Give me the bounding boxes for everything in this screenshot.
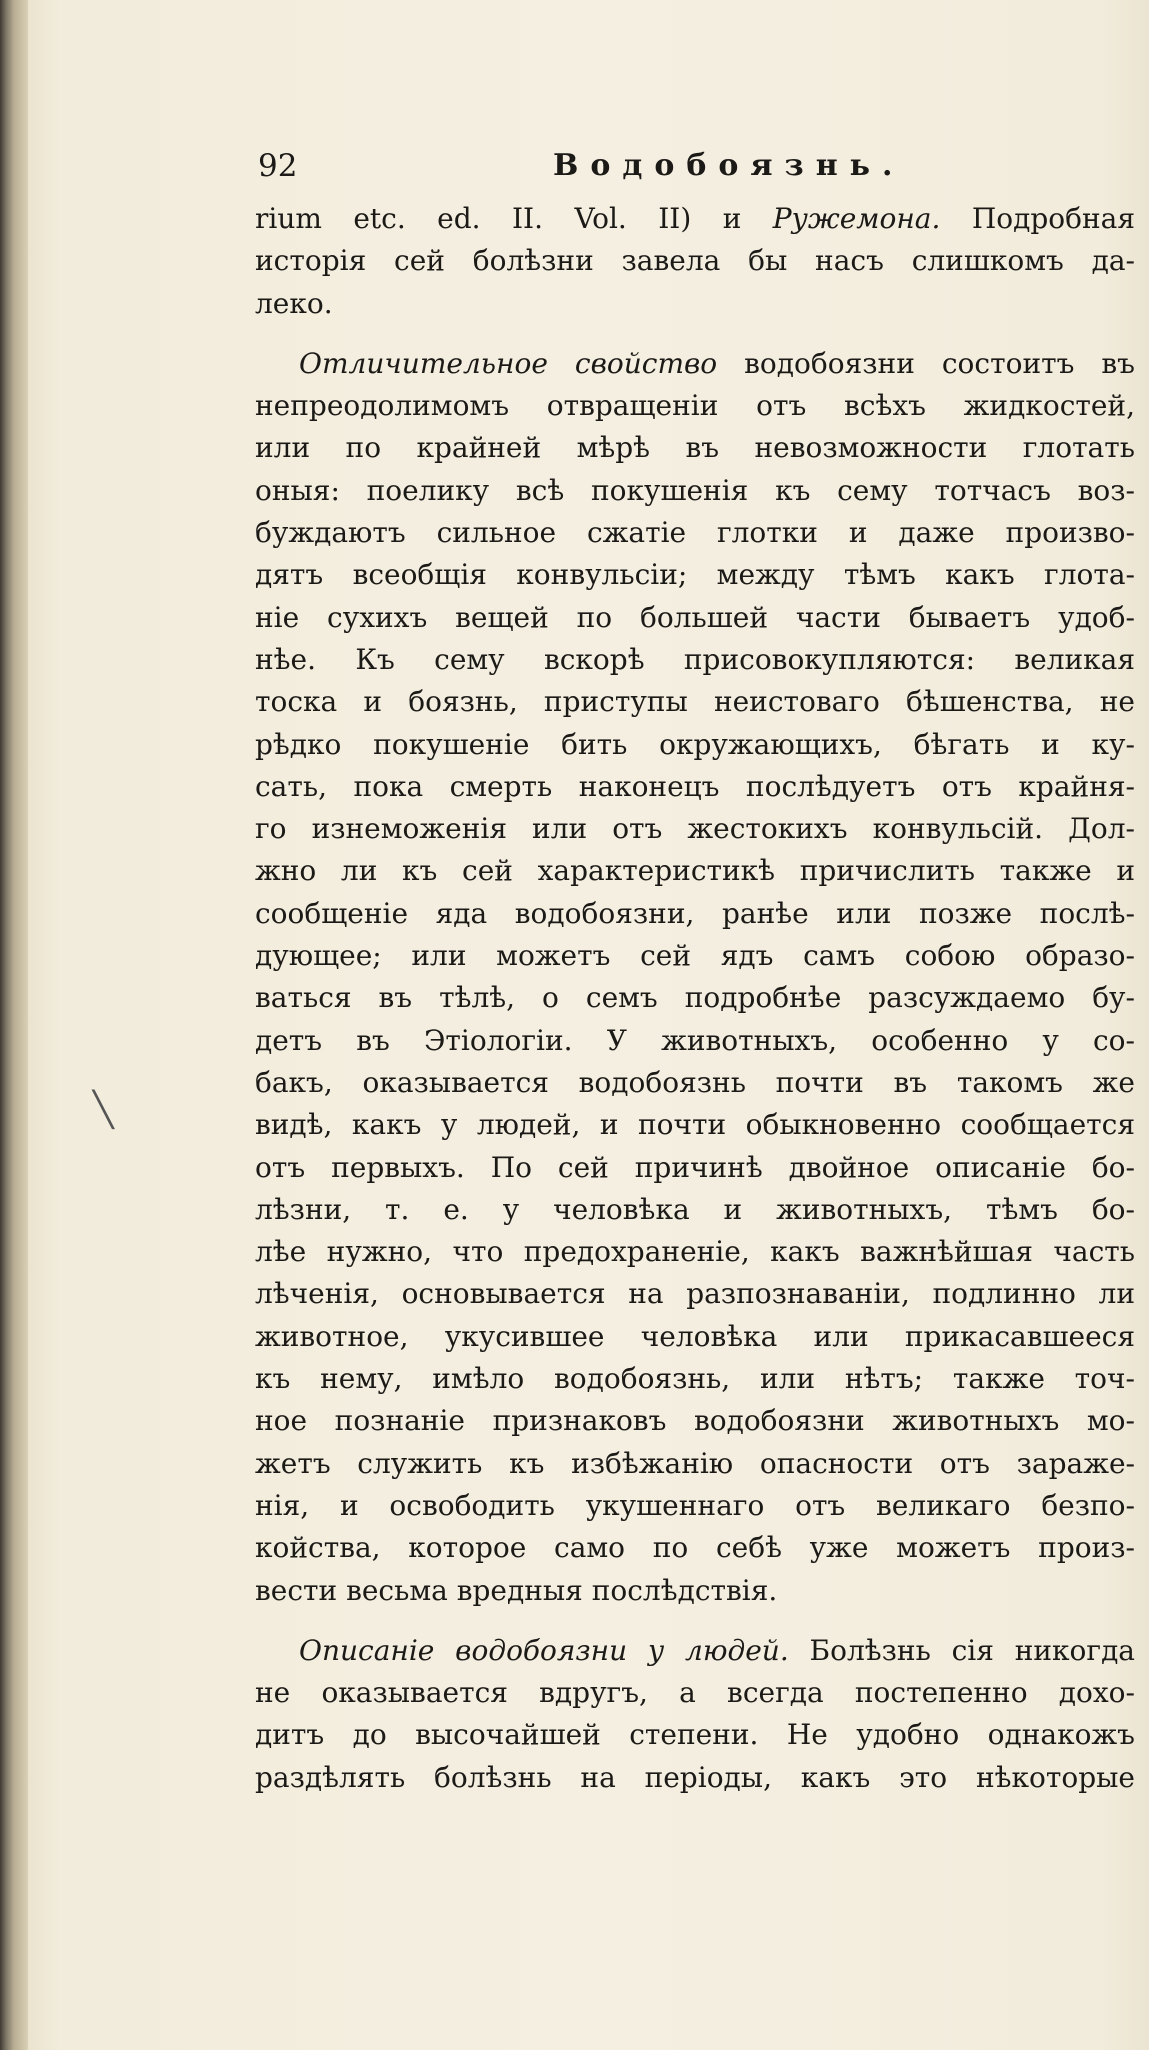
- text-segment: непреодолимомъ отвращеніи отъ всѣхъ жидкостей,: [255, 389, 1135, 423]
- text-segment: дующее; или можетъ сей ядъ самъ собою образо-: [255, 939, 1135, 973]
- text-segment: лѣе нужно, что предохраненіе, какъ важнѣйшая часть: [255, 1235, 1135, 1269]
- text-segment: животное, укусившее человѣка или прикасавшееся: [255, 1319, 1135, 1353]
- text-line: [255, 283, 1135, 325]
- text-line: [255, 1189, 1135, 1231]
- text-segment: ное познаніе признаковъ водобоязни животныхъ мо-: [255, 1404, 1135, 1438]
- body-text: [255, 198, 1135, 1799]
- text-line: [255, 1672, 1135, 1714]
- italic-phrase: Ружемона.: [772, 202, 941, 235]
- text-segment: водобоязни состоитъ въ: [717, 346, 1135, 380]
- page-number: 92: [258, 148, 298, 184]
- text-line: [255, 893, 1135, 935]
- text-line: [255, 1147, 1135, 1189]
- text-segment: лѣченія, основывается на разпознаваніи, подлинно ли: [255, 1277, 1135, 1311]
- text-segment: ваться въ тѣлѣ, о семъ подробнѣе разсуждаемо бу-: [255, 981, 1135, 1015]
- paragraph-gap: [255, 325, 1135, 343]
- text-segment: Подробная: [940, 202, 1135, 235]
- text-segment: исторія сей болѣзни завела бы насъ слишкомъ да-: [255, 244, 1135, 278]
- margin-mark-icon: ╲: [93, 1090, 114, 1130]
- text-segment: жетъ служить къ избѣжанію опасности отъ зараже-: [255, 1446, 1135, 1480]
- text-line: [255, 1062, 1135, 1104]
- text-segment: къ нему, имѣло водобоязнь, или нѣтъ; также точ-: [255, 1362, 1135, 1396]
- page-binding-edge: [0, 0, 28, 2050]
- text-line: [255, 1358, 1135, 1400]
- text-segment: жно ли къ сей характеристикѣ причислить также и: [255, 854, 1135, 888]
- text-line: [255, 343, 1135, 385]
- text-line: [255, 427, 1135, 469]
- page-header: [258, 148, 908, 192]
- text-segment: вести весьма вредныя послѣдствія.: [255, 1573, 778, 1607]
- text-line: [255, 470, 1135, 512]
- text-segment: или по крайней мѣрѣ въ невозможности глотать: [255, 431, 1135, 465]
- text-segment: леко.: [255, 286, 333, 320]
- text-segment: го изнеможенія или отъ жестокихъ конвульсій. Дол-: [255, 812, 1135, 846]
- text-segment: раздѣлять болѣзнь на періоды, какъ это нѣкоторые: [255, 1760, 1135, 1794]
- text-line: [255, 1020, 1135, 1062]
- text-line: [255, 1104, 1135, 1146]
- text-segment: сать, пока смерть наконецъ послѣдуетъ отъ крайня-: [255, 769, 1135, 803]
- text-line: [255, 724, 1135, 766]
- text-segment: койства, которое само по себѣ уже можетъ произ-: [255, 1531, 1135, 1565]
- text-segment: Болѣзнь сія никогда: [788, 1633, 1135, 1667]
- italic-phrase: Отличительное свойство: [299, 346, 718, 380]
- running-head: Водобоязнь.: [553, 148, 905, 183]
- text-line: [255, 554, 1135, 596]
- text-segment: детъ въ Этіологіи. У животныхъ, особенно у со-: [255, 1023, 1135, 1057]
- text-segment: дятъ всеобщія конвульсіи; между тѣмъ какъ глота-: [255, 558, 1135, 592]
- text-segment: бакъ, оказывается водобоязнь почти въ такомъ же: [255, 1065, 1135, 1099]
- text-line: [255, 1443, 1135, 1485]
- text-line: [255, 1485, 1135, 1527]
- text-segment: оныя: поелику всѣ покушенія къ сему тотчасъ воз-: [255, 473, 1135, 507]
- text-line: [255, 1316, 1135, 1358]
- text-segment: сообщеніе яда водобоязни, ранѣе или позже послѣ-: [255, 896, 1135, 930]
- text-line: [255, 1400, 1135, 1442]
- text-line: [255, 1757, 1135, 1799]
- text-line: [255, 850, 1135, 892]
- text-segment: видѣ, какъ у людей, и почти обыкновенно сообщается: [255, 1108, 1135, 1142]
- text-line: [255, 808, 1135, 850]
- text-line: [255, 1714, 1135, 1756]
- text-line: [255, 1570, 1135, 1612]
- text-segment: не оказывается вдругъ, а всегда постепенно дохо-: [255, 1676, 1135, 1710]
- text-line: [255, 198, 1135, 240]
- text-segment: rium etc. ed. II. Vol. II) и: [255, 202, 773, 235]
- text-segment: рѣдко покушеніе бить окружающихъ, бѣгать и ку-: [255, 727, 1135, 761]
- text-line: [255, 385, 1135, 427]
- text-segment: тоска и боязнь, приступы неистоваго бѣшенства, не: [255, 685, 1135, 719]
- text-segment: отъ первыхъ. По сей причинѣ двойное описаніе бо-: [255, 1150, 1135, 1184]
- paragraph-gap: [255, 1612, 1135, 1630]
- text-segment: нѣе. Къ сему вскорѣ присовокупляются: великая: [255, 642, 1135, 676]
- text-line: [255, 512, 1135, 554]
- text-line: [255, 766, 1135, 808]
- text-line: [255, 935, 1135, 977]
- text-segment: буждаютъ сильное сжатіе глотки и даже произво-: [255, 516, 1135, 550]
- text-segment: ніе сухихъ вещей по большей части бываетъ удоб-: [255, 600, 1135, 634]
- text-line: [255, 240, 1135, 282]
- text-line: [255, 1630, 1135, 1672]
- text-line: [255, 977, 1135, 1019]
- text-segment: лѣзни, т. е. у человѣка и животныхъ, тѣмъ бо-: [255, 1192, 1135, 1226]
- text-line: [255, 1231, 1135, 1273]
- text-segment: дитъ до высочайшей степени. Не удобно однакожъ: [255, 1718, 1135, 1752]
- text-line: [255, 681, 1135, 723]
- text-line: [255, 639, 1135, 681]
- text-line: [255, 1527, 1135, 1569]
- italic-phrase: Описаніе водобоязни у людей.: [299, 1633, 789, 1667]
- text-segment: нія, и освободить укушеннаго отъ великаго безпо-: [255, 1488, 1135, 1522]
- text-line: [255, 1273, 1135, 1315]
- text-line: [255, 597, 1135, 639]
